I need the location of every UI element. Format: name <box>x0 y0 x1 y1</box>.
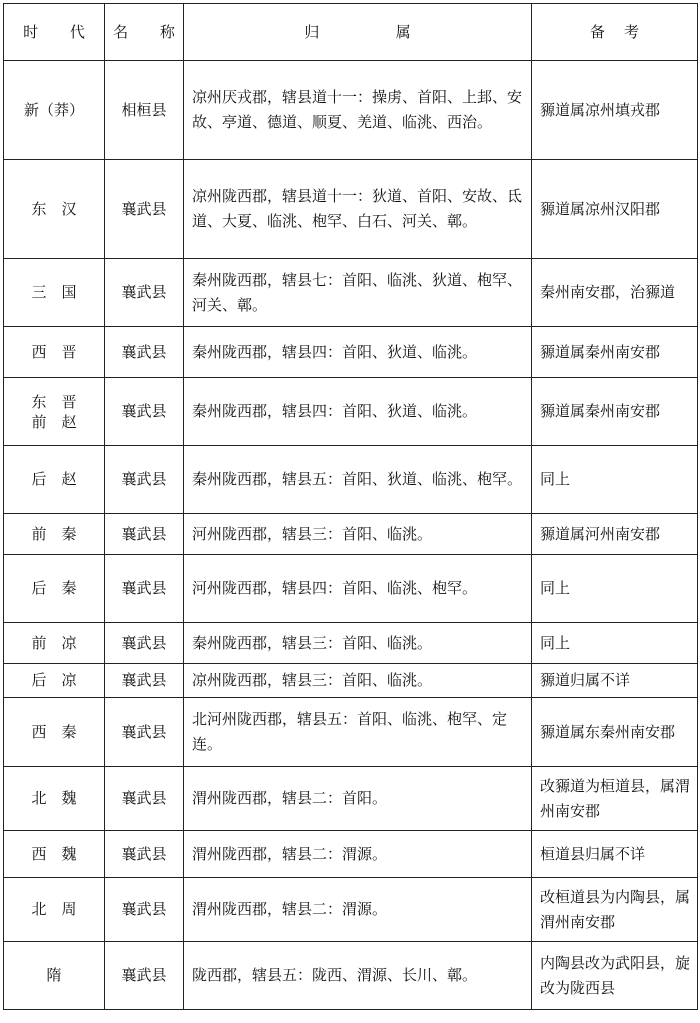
note-cell: 桓道县归属不详 <box>532 831 698 878</box>
header-era: 时 代 <box>4 4 105 61</box>
belong-cell: 凉州厌戎郡，辖县道十一：操虏、首阳、上邽、安故、亭道、德道、顺夏、羌道、临洮、西治。 <box>184 61 532 160</box>
belong-cell: 渭州陇西郡，辖县二：渭源。 <box>184 878 532 942</box>
era-cell: 前 秦 <box>4 514 105 555</box>
belong-cell: 秦州陇西郡，辖县三：首阳、临洮。 <box>184 623 532 664</box>
note-cell: 同上 <box>532 555 698 623</box>
table-row <box>4 378 698 446</box>
era-cell: 西 魏 <box>4 831 105 878</box>
note-cell: 内陶县改为武阳县，旋改为陇西县 <box>532 942 698 1010</box>
belong-cell: 河州陇西郡，辖县四：首阳、临洮、枹罕。 <box>184 555 532 623</box>
era-cell: 西 晋 <box>4 327 105 378</box>
header-name: 名 称 <box>105 4 184 61</box>
table-row <box>4 698 698 767</box>
belong-cell: 凉州陇西郡，辖县道十一：狄道、首阳、安故、氐道、大夏、临洮、枹罕、白石、河关、鄣。 <box>184 160 532 259</box>
note-cell: 豲道归属不详 <box>532 664 698 698</box>
era-cell: 后 凉 <box>4 664 105 698</box>
era-cell: 东 晋 前 赵 <box>4 378 105 446</box>
table-row <box>4 878 698 942</box>
belong-cell: 秦州陇西郡，辖县七：首阳、临洮、狄道、枹罕、河关、鄣。 <box>184 259 532 327</box>
table-row <box>4 623 698 664</box>
name-cell: 襄武县 <box>105 831 184 878</box>
table-body <box>4 61 698 1010</box>
name-cell: 襄武县 <box>105 767 184 831</box>
belong-cell: 渭州陇西郡，辖县二：首阳。 <box>184 767 532 831</box>
table-row <box>4 831 698 878</box>
name-cell: 襄武县 <box>105 446 184 514</box>
belong-cell: 河州陇西郡，辖县三：首阳、临洮。 <box>184 514 532 555</box>
era-cell: 东 汉 <box>4 160 105 259</box>
note-cell: 豲道属秦州南安郡 <box>532 327 698 378</box>
name-cell: 襄武县 <box>105 623 184 664</box>
belong-cell: 秦州陇西郡，辖县四：首阳、狄道、临洮。 <box>184 327 532 378</box>
header-row <box>4 4 698 61</box>
name-cell: 襄武县 <box>105 555 184 623</box>
belong-cell: 陇西郡，辖县五：陇西、渭源、长川、鄣。 <box>184 942 532 1010</box>
note-cell: 豲道属凉州填戎郡 <box>532 61 698 160</box>
era-cell: 前 凉 <box>4 623 105 664</box>
table-row <box>4 514 698 555</box>
era-cell: 北 魏 <box>4 767 105 831</box>
era-cell: 西 秦 <box>4 698 105 767</box>
name-cell: 相桓县 <box>105 61 184 160</box>
note-cell: 同上 <box>532 446 698 514</box>
header-note: 备 考 <box>532 4 698 61</box>
note-cell: 同上 <box>532 623 698 664</box>
belong-cell: 北河州陇西郡，辖县五：首阳、临洮、枹罕、定连。 <box>184 698 532 767</box>
era-cell: 北 周 <box>4 878 105 942</box>
table-row <box>4 942 698 1010</box>
name-cell: 襄武县 <box>105 878 184 942</box>
table-row <box>4 446 698 514</box>
name-cell: 襄武县 <box>105 327 184 378</box>
table-row <box>4 327 698 378</box>
table-row <box>4 259 698 327</box>
era-cell: 后 秦 <box>4 555 105 623</box>
note-cell: 改豲道为桓道县，属渭州南安郡 <box>532 767 698 831</box>
belong-cell: 秦州陇西郡，辖县四：首阳、狄道、临洮。 <box>184 378 532 446</box>
note-cell: 豲道属东秦州南安郡 <box>532 698 698 767</box>
table-row <box>4 555 698 623</box>
belong-cell: 渭州陇西郡，辖县二：渭源。 <box>184 831 532 878</box>
table-row <box>4 767 698 831</box>
name-cell: 襄武县 <box>105 259 184 327</box>
note-cell: 豲道属秦州南安郡 <box>532 378 698 446</box>
era-cell: 新（莽） <box>4 61 105 160</box>
era-cell: 后 赵 <box>4 446 105 514</box>
name-cell: 襄武县 <box>105 664 184 698</box>
history-table <box>3 3 698 1010</box>
name-cell: 襄武县 <box>105 160 184 259</box>
era-cell: 隋 <box>4 942 105 1010</box>
header-belong: 归 属 <box>184 4 532 61</box>
name-cell: 襄武县 <box>105 378 184 446</box>
note-cell: 豲道属河州南安郡 <box>532 514 698 555</box>
table-row <box>4 664 698 698</box>
belong-cell: 凉州陇西郡，辖县三：首阳、临洮。 <box>184 664 532 698</box>
belong-cell: 秦州陇西郡，辖县五：首阳、狄道、临洮、枹罕。 <box>184 446 532 514</box>
name-cell: 襄武县 <box>105 942 184 1010</box>
name-cell: 襄武县 <box>105 514 184 555</box>
table-row <box>4 160 698 259</box>
note-cell: 秦州南安郡，治豲道 <box>532 259 698 327</box>
name-cell: 襄武县 <box>105 698 184 767</box>
note-cell: 改桓道县为内陶县，属渭州南安郡 <box>532 878 698 942</box>
table-row <box>4 61 698 160</box>
note-cell: 豲道属凉州汉阳郡 <box>532 160 698 259</box>
era-cell: 三 国 <box>4 259 105 327</box>
